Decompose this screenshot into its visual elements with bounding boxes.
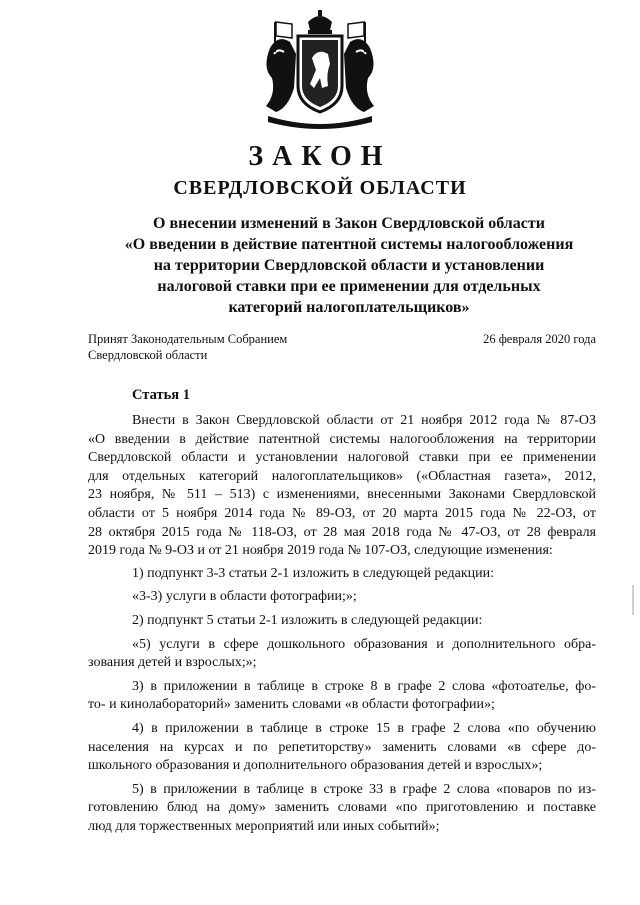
law-subject bbox=[88, 213, 610, 318]
coat-of-arms-emblem bbox=[248, 8, 392, 132]
text-line: зования детей и взрослых;»; bbox=[88, 655, 257, 671]
text-line: «5) услуги в сфере дошкольного образования и дополнительного обра- bbox=[132, 636, 596, 652]
text-line: 1) подпункт 3-3 статьи 2-1 изложить в следующей редакции: bbox=[132, 565, 495, 581]
text-line: 3) в приложении в таблице в строке 8 в графе 2 слова «фотоателье, фо- bbox=[132, 678, 596, 694]
paragraph-intro bbox=[88, 412, 596, 561]
text-line: 5) в приложении в таблице в строке 33 в графе 2 слова «поваров по из- bbox=[132, 781, 596, 797]
text-line: 2019 года № 9-ОЗ и от 21 ноября 2019 года № 107-ОЗ, следующие изменения: bbox=[88, 543, 553, 559]
article-body bbox=[88, 412, 596, 841]
adoption-line: Принят Законодательным Собранием bbox=[88, 332, 288, 346]
text-line: 23 ноября, № 511 – 513) с изменениями, внесенными Законами Свердловской bbox=[88, 487, 596, 503]
subject-line: на территории Свердловской области и установлении bbox=[153, 257, 545, 274]
text-line: области от 5 ноября 2014 года № 89-ОЗ, от 20 марта 2015 года № 22-ОЗ, от bbox=[88, 505, 596, 521]
text-line: 4) в приложении в таблице в строке 15 в графе 2 слова «по обучению bbox=[132, 720, 596, 736]
text-line: школьного образования и дополнительного образования детей и взрослых»; bbox=[88, 758, 543, 774]
paragraph-item-3 bbox=[88, 678, 596, 715]
subject-line: налоговой ставки при ее применении для отдельных bbox=[157, 278, 541, 295]
paragraph-quote-1 bbox=[88, 588, 596, 607]
paragraph-item-1 bbox=[88, 565, 596, 584]
text-line: для отдельных категорий налогоплательщиков» («Областная газета», 2012, bbox=[88, 468, 596, 484]
text-line: Внести в Закон Свердловской области от 21 ноября 2012 года № 87-ОЗ bbox=[132, 413, 596, 428]
text-line: то- и кинолабораторий» заменить словами «в области фотографии»; bbox=[88, 697, 495, 713]
subject-line: категорий налогоплательщиков» bbox=[228, 299, 470, 316]
region-title: СВЕРДЛОВСКОЙ ОБЛАСТИ bbox=[173, 177, 467, 199]
article-heading: Статья 1 bbox=[132, 387, 190, 403]
subject-line: «О введении в действие патентной системы налогообложения bbox=[124, 236, 574, 253]
subject-line: О внесении изменений в Закон Свердловской области bbox=[153, 215, 545, 232]
paragraph-item-4 bbox=[88, 720, 596, 776]
scan-edge-mark bbox=[632, 585, 634, 615]
text-line: 2) подпункт 5 статьи 2-1 изложить в следующей редакции: bbox=[132, 612, 483, 628]
text-line: Свердловской области и установлении налоговой ставки при ее применении bbox=[88, 450, 596, 466]
adoption-body bbox=[88, 331, 287, 363]
text-line: населения на курсах и по репетиторству» заменить словами «в сфере до- bbox=[88, 739, 596, 755]
text-line: 28 октября 2015 года № 118-ОЗ, от 28 мая 2018 года № 47-ОЗ, от 28 февраля bbox=[88, 524, 596, 540]
adoption-date: 26 февраля 2020 года bbox=[483, 332, 596, 346]
adoption-line: Свердловской области bbox=[88, 348, 208, 362]
text-line: готовлению блюд на дому» заменить словами «по приготовлению и поставке bbox=[88, 800, 596, 816]
paragraph-item-5 bbox=[88, 781, 596, 837]
text-line: люд для торжественных мероприятий или иных событий»; bbox=[88, 818, 440, 834]
text-line: «О введении в действие патентной системы налогообложения на территории bbox=[88, 431, 596, 447]
paragraph-item-2 bbox=[88, 612, 596, 631]
text-line: «3-3) услуги в области фотографии;»; bbox=[132, 589, 357, 605]
paragraph-quote-2 bbox=[88, 636, 596, 673]
law-title: ЗАКОН bbox=[248, 141, 392, 172]
